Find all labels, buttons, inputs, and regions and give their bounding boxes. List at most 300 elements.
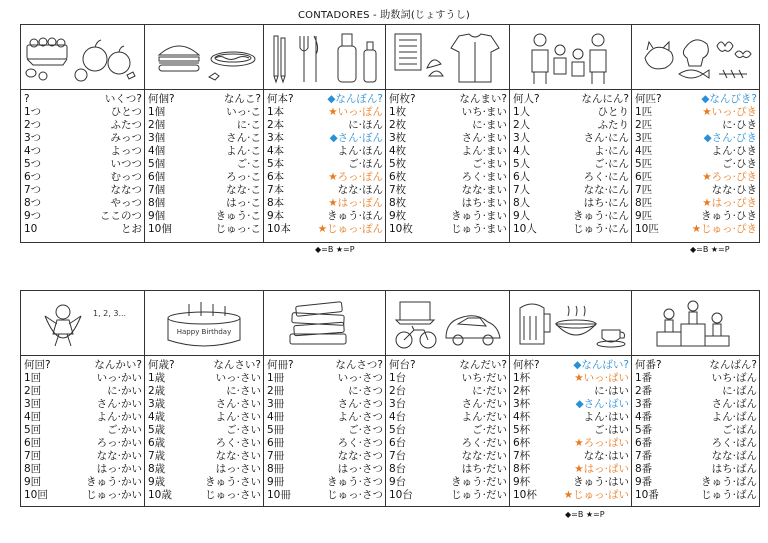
counter-kanji: 8本 [267, 197, 285, 209]
counter-row [389, 437, 507, 450]
counter-row [148, 385, 261, 398]
counter-reading: ななつ [110, 184, 142, 196]
counter-reading: ★いっ·ぴき [702, 106, 757, 118]
counter-kanji: 8匹 [635, 197, 653, 209]
counter-row [24, 106, 142, 119]
counter-row [635, 210, 757, 223]
counter-kanji: 8個 [148, 197, 166, 209]
pencils-utensils-bottle-icon [264, 25, 386, 89]
counter-reading: いっ·さつ [337, 372, 383, 384]
counter-kanji: 何匹? [635, 93, 662, 105]
counter-reading: なな·まい [461, 184, 507, 196]
family-people-icon [510, 25, 632, 89]
counter-reading: なんばん? [709, 359, 757, 371]
counter-reading: はち·にん [583, 197, 629, 209]
counter-reading: なんだい? [459, 359, 507, 371]
counter-row [148, 437, 261, 450]
counter-kanji: 6つ [24, 171, 42, 183]
counter-kanji: 10番 [635, 489, 659, 501]
counter-row [148, 450, 261, 463]
counter-row [24, 197, 142, 210]
counter-reading: じゅっ·さい [205, 489, 261, 501]
counter-reading: さん·さい [215, 398, 261, 410]
counter-kanji: 8台 [389, 463, 407, 475]
counter-reading: じゅう·にん [573, 223, 629, 235]
counter-kanji: 1回 [24, 372, 42, 384]
counter-reading: きゅう·さい [205, 476, 261, 488]
counter-column-dai [386, 355, 510, 506]
counter-kanji: 10匹 [635, 223, 659, 235]
counter-column-ban [632, 355, 759, 506]
counter-row [389, 489, 507, 502]
counter-reading: ご·さい [226, 424, 261, 436]
counter-reading: なんさい? [213, 359, 261, 371]
counter-kanji: 9杯 [513, 476, 531, 488]
counter-row [513, 463, 629, 476]
counter-row [513, 145, 629, 158]
counter-row [389, 463, 507, 476]
counter-reading: ご·ばん [722, 424, 757, 436]
counter-row [148, 197, 261, 210]
counter-reading: よん·かい [96, 411, 142, 423]
counter-reading: ご·はい [594, 424, 629, 436]
counter-reading: よん·ほん [337, 145, 383, 157]
counter-row [267, 197, 383, 210]
counter-reading: なな·こ [226, 184, 261, 196]
counter-reading: ★はっ·ぽん [328, 197, 383, 209]
counter-row [635, 197, 757, 210]
counter-kanji: 1台 [389, 372, 407, 384]
counter-kanji: 10杯 [513, 489, 537, 501]
counter-row [24, 372, 142, 385]
counter-reading: ご·さつ [348, 424, 383, 436]
counter-row [148, 171, 261, 184]
counter-row [148, 145, 261, 158]
counter-kanji: 3枚 [389, 132, 407, 144]
counter-kanji: 8人 [513, 197, 531, 209]
counter-row [635, 437, 757, 450]
counter-row [24, 476, 142, 489]
counter-reading: いつつ [110, 158, 142, 170]
counter-kanji: 6回 [24, 437, 42, 449]
book-stack-icon [264, 291, 386, 355]
counter-row [267, 171, 383, 184]
counter-kanji: 何歳? [148, 359, 175, 371]
counter-kanji: 10回 [24, 489, 48, 501]
counter-row [389, 93, 507, 106]
counter-reading: ひとつ [110, 106, 142, 118]
counter-row [635, 132, 757, 145]
counter-kanji: 5個 [148, 158, 166, 170]
counter-row [267, 106, 383, 119]
counter-row [513, 93, 629, 106]
counter-columns-bottom [21, 355, 759, 506]
counter-kanji: 6台 [389, 437, 407, 449]
counter-row [635, 450, 757, 463]
counter-kanji: 1つ [24, 106, 42, 118]
counter-row [267, 385, 383, 398]
counter-row [267, 372, 383, 385]
counter-reading: ろく·ばん [711, 437, 757, 449]
counter-kanji: 10 [24, 223, 38, 235]
counter-row [513, 210, 629, 223]
counter-row [389, 106, 507, 119]
counter-row [148, 223, 261, 236]
legend-top: ◆=B ★=P [315, 245, 355, 254]
counter-kanji: 2歳 [148, 385, 166, 397]
counter-reading: はっ·こ [226, 197, 261, 209]
counter-kanji: 2つ [24, 119, 42, 131]
counter-row [513, 359, 629, 372]
counter-row [148, 210, 261, 223]
counter-column-mai [386, 89, 510, 242]
counter-column-sai [145, 355, 264, 506]
counter-row [148, 106, 261, 119]
counter-row [389, 359, 507, 372]
counter-kanji: 5本 [267, 158, 285, 170]
counter-reading: はち·だい [461, 463, 507, 475]
counter-row [389, 119, 507, 132]
counter-row [635, 158, 757, 171]
counter-kanji: 何個? [148, 93, 175, 105]
counter-kanji: 9回 [24, 476, 42, 488]
counter-kanji: 8歳 [148, 463, 166, 475]
counter-reading: じゅう·ばん [701, 489, 757, 501]
counter-kanji: 7杯 [513, 450, 531, 462]
counter-reading: ろく·にん [583, 171, 629, 183]
notebook-shirt-leaves-icon [386, 25, 510, 89]
birthday-cake-icon [145, 291, 264, 355]
counter-reading: さん·さつ [337, 398, 383, 410]
counter-kanji: 4つ [24, 145, 42, 157]
counter-reading: ろっ·かい [96, 437, 142, 449]
counter-row [267, 411, 383, 424]
bicycle-laptop-car-icon [386, 291, 510, 355]
counter-kanji: 4杯 [513, 411, 531, 423]
counter-reading: じゅっ·こ [215, 223, 261, 235]
counter-reading: に·かい [107, 385, 142, 397]
counter-reading: ◆なんびき? [701, 93, 757, 105]
counter-reading: いっ·さい [215, 372, 261, 384]
counter-reading: よっつ [110, 145, 142, 157]
counter-columns-top [21, 89, 759, 242]
counter-reading: ★じゅっ·ぽん [317, 223, 383, 235]
counter-kanji: 2回 [24, 385, 42, 397]
counter-kanji: 7個 [148, 184, 166, 196]
counter-row [513, 476, 629, 489]
birthday-text: Happy Birthday [176, 328, 232, 336]
counter-reading: に·ひき [722, 119, 757, 131]
counter-row [635, 476, 757, 489]
counter-reading: はち·まい [461, 197, 507, 209]
counter-row [148, 372, 261, 385]
counter-row [635, 106, 757, 119]
counter-kanji: 3人 [513, 132, 531, 144]
counter-reading: よん·はい [583, 411, 629, 423]
counter-kanji: 3つ [24, 132, 42, 144]
counter-reading: いくつ? [104, 93, 142, 105]
counter-reading: よん·さい [215, 411, 261, 423]
counter-kanji: 何台? [389, 359, 416, 371]
counter-row [24, 359, 142, 372]
counter-row [513, 119, 629, 132]
counter-row [267, 184, 383, 197]
counter-row [389, 145, 507, 158]
counter-kanji: 3個 [148, 132, 166, 144]
counter-reading: ご·こ [236, 158, 261, 170]
counter-row [389, 372, 507, 385]
counter-row [148, 424, 261, 437]
counters-table-bottom [20, 290, 760, 507]
counter-reading: ろく·まい [461, 171, 507, 183]
counter-row [267, 489, 383, 502]
counter-row [389, 132, 507, 145]
counter-reading: に·ばん [722, 385, 757, 397]
counter-reading: きゅう·かい [86, 476, 142, 488]
counter-reading: よ·にん [594, 145, 629, 157]
counter-column-nin [510, 89, 632, 242]
counter-row [513, 106, 629, 119]
counter-row [148, 476, 261, 489]
counter-reading: なんにん? [581, 93, 629, 105]
counter-row [267, 132, 383, 145]
counter-kanji: 9人 [513, 210, 531, 222]
counter-row [389, 158, 507, 171]
counter-kanji: 9本 [267, 210, 285, 222]
counter-row [24, 145, 142, 158]
counter-row [267, 437, 383, 450]
counter-reading: いち·ばん [711, 372, 757, 384]
counter-row [389, 398, 507, 411]
counter-kanji: 4回 [24, 411, 42, 423]
counter-kanji: 5人 [513, 158, 531, 170]
counter-reading: なな·にん [583, 184, 629, 196]
counter-reading: さん·にん [583, 132, 629, 144]
counter-reading: とお [121, 223, 142, 235]
counter-reading: に·さつ [348, 385, 383, 397]
counter-row [635, 223, 757, 236]
counter-row [389, 411, 507, 424]
counter-kanji: 7人 [513, 184, 531, 196]
counter-kanji: 9枚 [389, 210, 407, 222]
counter-reading: ご·だい [472, 424, 507, 436]
counter-reading: に·まい [472, 119, 507, 131]
counter-row [635, 424, 757, 437]
counter-row [389, 210, 507, 223]
counter-row [24, 223, 142, 236]
jump-rope-girl-icon [21, 291, 145, 355]
counter-row [389, 223, 507, 236]
counter-kanji: 6杯 [513, 437, 531, 449]
counter-kanji: 10本 [267, 223, 291, 235]
counter-kanji: 7つ [24, 184, 42, 196]
counter-kanji: 何枚? [389, 93, 416, 105]
counter-reading: なんかい? [94, 359, 142, 371]
counter-kanji: 10歳 [148, 489, 172, 501]
counter-reading: ご·かい [107, 424, 142, 436]
counter-kanji: 何回? [24, 359, 51, 371]
counter-kanji: 4匹 [635, 145, 653, 157]
counter-kanji: 8枚 [389, 197, 407, 209]
counter-kanji: 5匹 [635, 158, 653, 170]
counter-kanji: 10台 [389, 489, 413, 501]
counter-kanji: 5枚 [389, 158, 407, 170]
counter-reading: じゅっ·かい [86, 489, 142, 501]
counter-kanji: 9番 [635, 476, 653, 488]
counter-row [24, 93, 142, 106]
counter-kanji: 3回 [24, 398, 42, 410]
counter-row [148, 158, 261, 171]
counter-kanji: 3冊 [267, 398, 285, 410]
counter-reading: きゅう·だい [451, 476, 507, 488]
counter-row [635, 145, 757, 158]
counter-reading: ★ろっ·ぴき [702, 171, 757, 183]
counter-row [24, 385, 142, 398]
counter-reading: よん·ばん [711, 411, 757, 423]
counter-column-tsu [21, 89, 145, 242]
illustration-row-top [21, 25, 759, 90]
counter-row [267, 119, 383, 132]
counter-kanji: 2本 [267, 119, 285, 131]
legend-bottom: ◆=B ★=P [565, 510, 605, 519]
counter-row [267, 424, 383, 437]
counter-reading: いち·だい [461, 372, 507, 384]
counter-row [24, 158, 142, 171]
counter-reading: じゅっ·さつ [327, 489, 383, 501]
counter-reading: ◆さん·ばい [575, 398, 629, 410]
counter-kanji: 4枚 [389, 145, 407, 157]
counter-row [513, 424, 629, 437]
counter-kanji: 6番 [635, 437, 653, 449]
counter-reading: ふたり [597, 119, 629, 131]
podium-winners-icon [632, 291, 759, 355]
counter-reading: に·はい [594, 385, 629, 397]
counter-column-ko [145, 89, 264, 242]
counter-row [635, 489, 757, 502]
counter-kanji: 8杯 [513, 463, 531, 475]
counter-row [389, 476, 507, 489]
counter-kanji: 9歳 [148, 476, 166, 488]
counter-row [513, 197, 629, 210]
counter-reading: なな·ほん [337, 184, 383, 196]
counter-kanji: 3杯 [513, 398, 531, 410]
counter-row [267, 463, 383, 476]
counter-reading: いっ·こ [226, 106, 261, 118]
counter-row [267, 145, 383, 158]
counter-kanji: 1人 [513, 106, 531, 118]
counter-row [148, 359, 261, 372]
counter-kanji: 6枚 [389, 171, 407, 183]
counter-reading: ここのつ [100, 210, 142, 222]
counter-reading: よん·さつ [337, 411, 383, 423]
counter-reading: ★じゅっ·ぴき [691, 223, 757, 235]
counter-kanji: 1番 [635, 372, 653, 384]
counter-kanji: 7本 [267, 184, 285, 196]
counter-row [267, 93, 383, 106]
counter-reading: ★はっ·ぴき [702, 197, 757, 209]
burger-hotdog-icon [145, 25, 264, 89]
counter-kanji: 2冊 [267, 385, 285, 397]
counter-row [267, 398, 383, 411]
counter-kanji: 4歳 [148, 411, 166, 423]
counter-row [148, 93, 261, 106]
counter-reading: ろく·さつ [337, 437, 383, 449]
counter-row [513, 398, 629, 411]
counter-reading: よん·こ [226, 145, 261, 157]
counter-kanji: 1匹 [635, 106, 653, 118]
counter-row [513, 411, 629, 424]
counter-reading: なな·はい [583, 450, 629, 462]
counter-row [148, 119, 261, 132]
counter-kanji: 7回 [24, 450, 42, 462]
counter-reading: ご·にん [594, 158, 629, 170]
counter-row [148, 411, 261, 424]
counter-reading: よん·だい [461, 411, 507, 423]
counter-kanji: 6冊 [267, 437, 285, 449]
counter-row [635, 119, 757, 132]
counter-kanji: 10人 [513, 223, 537, 235]
counter-reading: さん·まい [461, 132, 507, 144]
counter-reading: に·ほん [348, 119, 383, 131]
counter-reading: なな·だい [461, 450, 507, 462]
counter-column-hon [264, 89, 386, 242]
counter-row [389, 385, 507, 398]
counter-kanji: 2台 [389, 385, 407, 397]
counter-reading: ◆さん·ぼん [329, 132, 383, 144]
counter-kanji: 5回 [24, 424, 42, 436]
counter-reading: に·こ [236, 119, 261, 131]
counter-reading: さん·ばん [711, 398, 757, 410]
counter-reading: はっ·かい [96, 463, 142, 475]
counter-row [513, 184, 629, 197]
counter-row [148, 184, 261, 197]
counter-row [24, 210, 142, 223]
counter-row [24, 489, 142, 502]
counter-reading: みっつ [110, 132, 142, 144]
counter-kanji: 6匹 [635, 171, 653, 183]
counter-kanji: 4台 [389, 411, 407, 423]
counter-kanji: 9台 [389, 476, 407, 488]
counter-reading: に·さい [226, 385, 261, 397]
counter-kanji: 2人 [513, 119, 531, 131]
counter-kanji: 7冊 [267, 450, 285, 462]
counter-kanji: 5番 [635, 424, 653, 436]
counter-reading: よん·ひき [711, 145, 757, 157]
counter-row [24, 171, 142, 184]
counter-kanji: 何杯? [513, 359, 540, 371]
counter-kanji: 4個 [148, 145, 166, 157]
counter-kanji: 3匹 [635, 132, 653, 144]
counter-kanji: 1本 [267, 106, 285, 118]
counter-reading: きゅう·ばん [701, 476, 757, 488]
counter-kanji: 9つ [24, 210, 42, 222]
counter-reading: いっ·かい [96, 372, 142, 384]
counter-kanji: 3台 [389, 398, 407, 410]
counter-reading: ◆さん·びき [703, 132, 757, 144]
counter-row [148, 398, 261, 411]
counter-row [635, 93, 757, 106]
counter-kanji: 7歳 [148, 450, 166, 462]
counter-reading: ★ろっ·ぱい [574, 437, 629, 449]
counters-table-top [20, 24, 760, 243]
counter-row [267, 223, 383, 236]
counter-reading: じゅう·だい [451, 489, 507, 501]
counter-reading: むっつ [110, 171, 142, 183]
counter-kanji: 4本 [267, 145, 285, 157]
counter-reading: きゅう·まい [451, 210, 507, 222]
counter-kanji: 6本 [267, 171, 285, 183]
counter-kanji: 5杯 [513, 424, 531, 436]
